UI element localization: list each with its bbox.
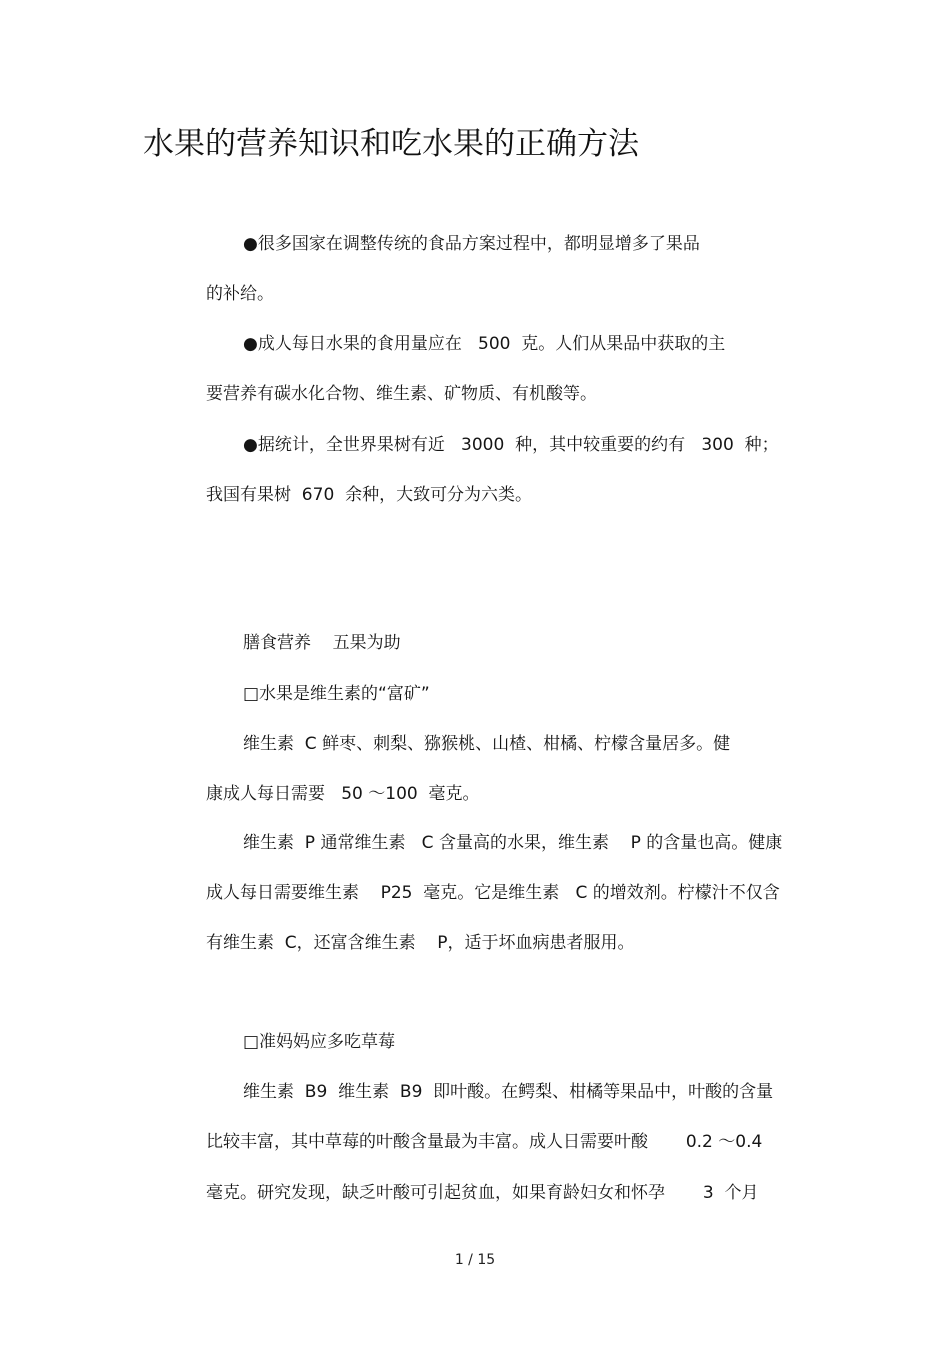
paragraph-line: ●成人每日水果的食用量应在 500 克。人们从果品中获取的主 — [243, 334, 726, 354]
subsection-heading: □水果是维生素的“富矿” — [243, 684, 430, 704]
paragraph-line: 有维生素 C，还富含维生素 P，适于坏血病患者服用。 — [206, 933, 635, 953]
paragraph-line: 维生素 C 鲜枣、刺梨、猕猴桃、山楂、柑橘、柠檬含量居多。健 — [243, 734, 731, 754]
paragraph-line: 成人每日需要维生素 P25 毫克。它是维生素 C 的增效剂。柠檬汁不仅含 — [206, 883, 780, 903]
section-heading: 膳食营养 五果为助 — [243, 633, 401, 653]
paragraph-line: ●据统计，全世界果树有近 3000 种，其中较重要的约有 300 种； — [243, 435, 779, 455]
paragraph-line: 毫克。研究发现，缺乏叶酸可引起贫血，如果育龄妇女和怀孕 3 个月 — [206, 1183, 759, 1203]
paragraph-line: 的补给。 — [206, 284, 274, 304]
page-number: 1 / 15 — [454, 1252, 496, 1268]
subsection-heading: □准妈妈应多吃草莓 — [243, 1032, 396, 1052]
paragraph-line: 比较丰富，其中草莓的叶酸含量最为丰富。成人日需要叶酸 0.2 ～0.4 — [206, 1132, 763, 1152]
paragraph-line: 要营养有碳水化合物、维生素、矿物质、有机酸等。 — [206, 384, 597, 404]
paragraph-line: 维生素 P 通常维生素 C 含量高的水果，维生素 P 的含量也高。健康 — [243, 833, 783, 853]
paragraph-line: 康成人每日需要 50 ～100 毫克。 — [206, 784, 480, 804]
page-title: 水果的营养知识和吃水果的正确方法 — [143, 126, 639, 162]
paragraph-line: 维生素 B9 维生素 B9 即叶酸。在鳄梨、柑橘等果品中，叶酸的含量 — [243, 1082, 774, 1102]
paragraph-line: ●很多国家在调整传统的食品方案过程中，都明显增多了果品 — [243, 234, 700, 254]
paragraph-line: 我国有果树 670 余种，大致可分为六类。 — [206, 485, 533, 505]
